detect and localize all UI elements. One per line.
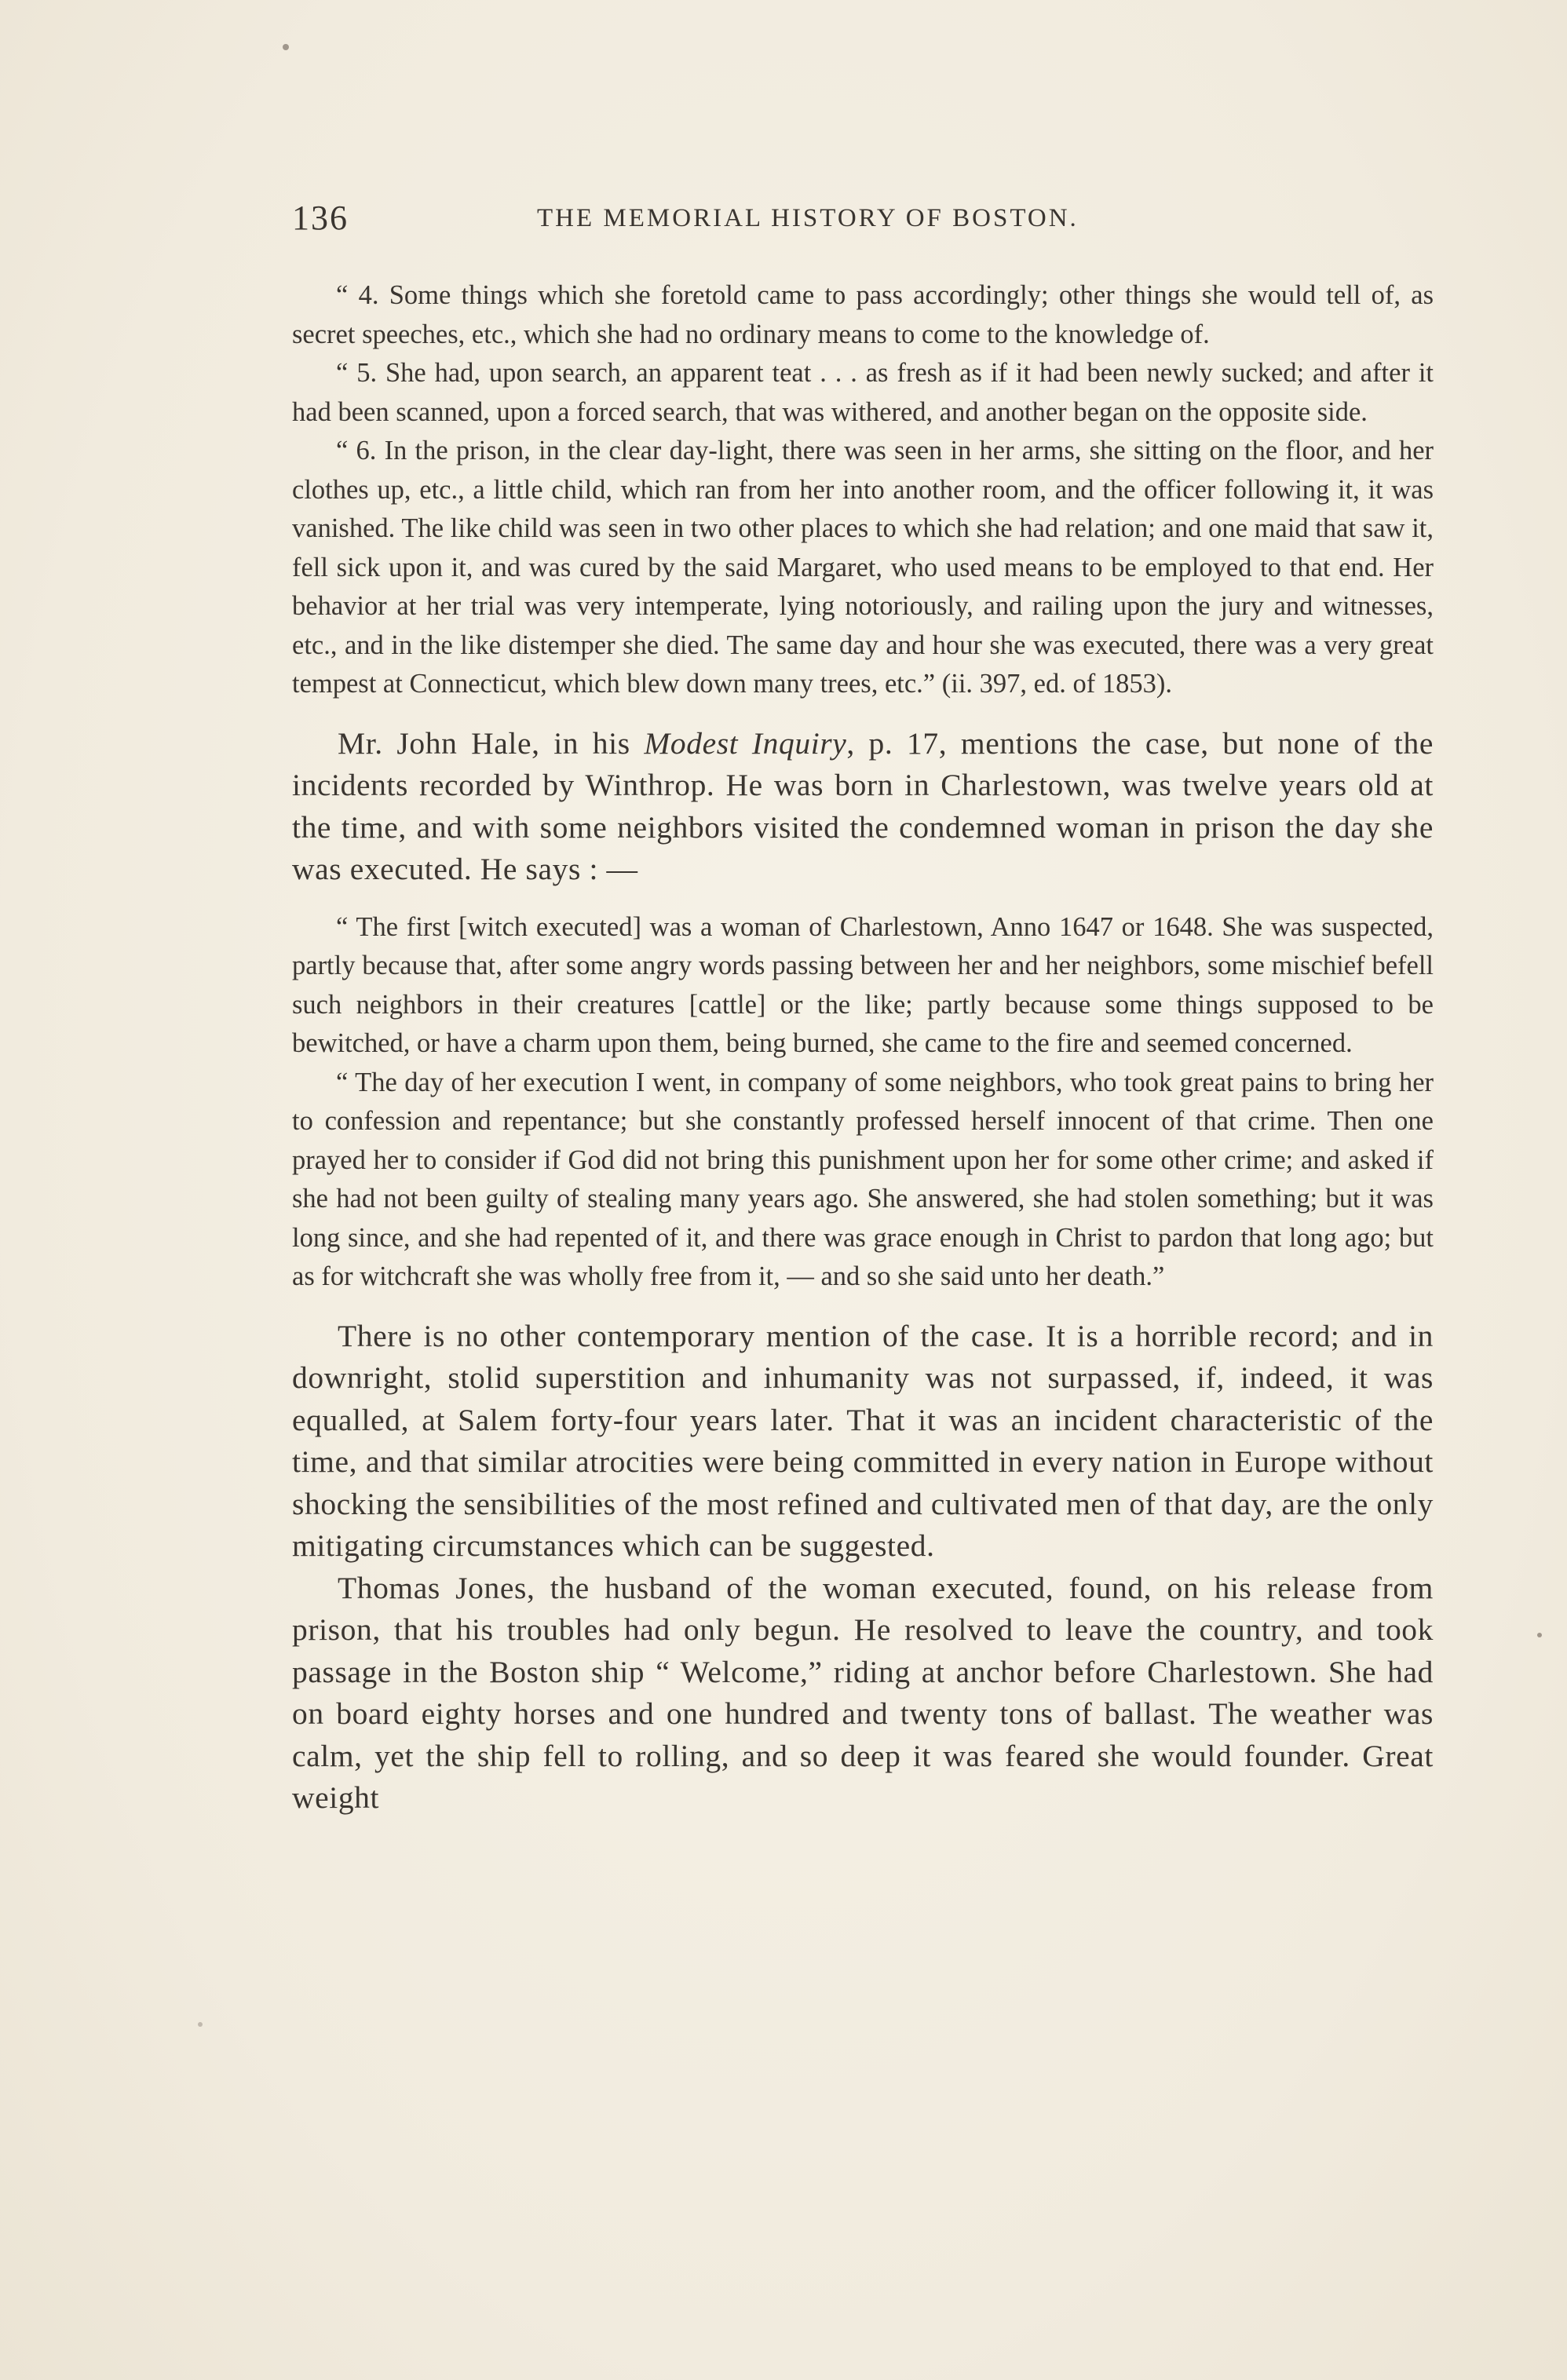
page-header bbox=[292, 198, 1434, 245]
book-title: Modest Inquiry bbox=[644, 725, 847, 761]
quote-item-4: “ 4. Some things which she foretold came to pass accordingly; other things she would tell of, as secret speeches, etc., which she had no ordinary means to come to the knowledge of. bbox=[292, 280, 1434, 349]
body-paragraph-1: There is no other contemporary mention of the case. It is a horrible record; and in downright, stolid superstition and inhumanity was not surpassed, if, indeed, it was equalled, at Salem forty-four years later. That it was an incident characteristic of the time, and that similar atrocities were being committed in every nation in Europe without shocking the sensibilities of the most refined and cultivated men of that day, are the only mitigating circumstances which can be suggested. bbox=[292, 1318, 1434, 1563]
hale-text-before: Mr. John Hale, in his bbox=[338, 725, 645, 761]
quote-item-5: “ 5. She had, upon search, an apparent teat . . . as fresh as if it had been newly sucked; and after it had been scanned, upon a forced search, that was withered, and another began on the opposite side. bbox=[292, 358, 1434, 427]
hale-quote-block bbox=[292, 908, 1434, 1297]
quote-item-6: “ 6. In the prison, in the clear day-light, there was seen in her arms, she sitting on the floor, and her clothes up, etc., a little child, which ran from her into another room, and the officer following it, it was vanished. The like child was seen in two other places to which she had relation; and one maid that saw it, fell sick upon it, and was cured by the said Margaret, who used means to be employed to that end. Her behavior at her trial was very intemperate, lying notoriously, and railing upon the jury and witnesses, etc., and in the like distemper she died. The same day and hour she was executed, there was a very great tempest at Connecticut, which blew down many trees, etc.” (ii. 397, ed. of 1853). bbox=[292, 436, 1434, 699]
body-paragraph-2: Thomas Jones, the husband of the woman executed, found, on his release from prison, that his troubles had only begun. He resolved to leave the country, and took passage in the Boston ship “ Welcome,” riding at anchor before Charlestown. She had on board eighty horses and one hundred and twenty tons of ballast. The weather was calm, yet the ship fell to rolling, and so deep it was feared she would founder. Great weight bbox=[292, 1570, 1434, 1815]
running-title: THE MEMORIAL HISTORY OF BOSTON. bbox=[537, 204, 1079, 232]
paper-speck bbox=[198, 2022, 203, 2027]
hale-quote-paragraph-2: “ The day of her execution I went, in company of some neighbors, who took great pains to bring her to confession and repentance; but she constantly professed herself innocent of that crime. Then one prayed her to consider if God did not bring this punishment upon her for some other crime; and asked if she had not been guilty of stealing many years ago. She answered, she had stolen something; but it was long since, and she had repented of it, and there was grace enough in Christ to pardon that long ago; but as for witchcraft she was wholly free from it, — and so she said unto her death.” bbox=[292, 1067, 1434, 1291]
hale-text-after: , p. 17, mentions the case, but none of the incidents recorded by Winthrop. He was born in Charlestown, was twelve years old at the time, and with some neighbors visited the condemned woman in prison the day she was executed. He says : — bbox=[292, 725, 1434, 886]
winthrop-quote-block bbox=[292, 276, 1434, 704]
paper-speck bbox=[1537, 1633, 1542, 1637]
hale-quote-paragraph-1: “ The first [witch executed] was a woman of Charlestown, Anno 1647 or 1648. She was suspected, partly because that, after some angry words passing between her and her neighbors, some mischief befell such neighbors in their creatures [cattle] or the like; partly because some things supposed to be bewitched, or have a charm upon them, being burned, she came to the fire and seemed concerned. bbox=[292, 911, 1434, 1058]
hale-paragraph bbox=[292, 723, 1434, 891]
paper-speck bbox=[283, 44, 289, 50]
page-content bbox=[292, 276, 1434, 1820]
page-number: 136 bbox=[292, 199, 349, 237]
